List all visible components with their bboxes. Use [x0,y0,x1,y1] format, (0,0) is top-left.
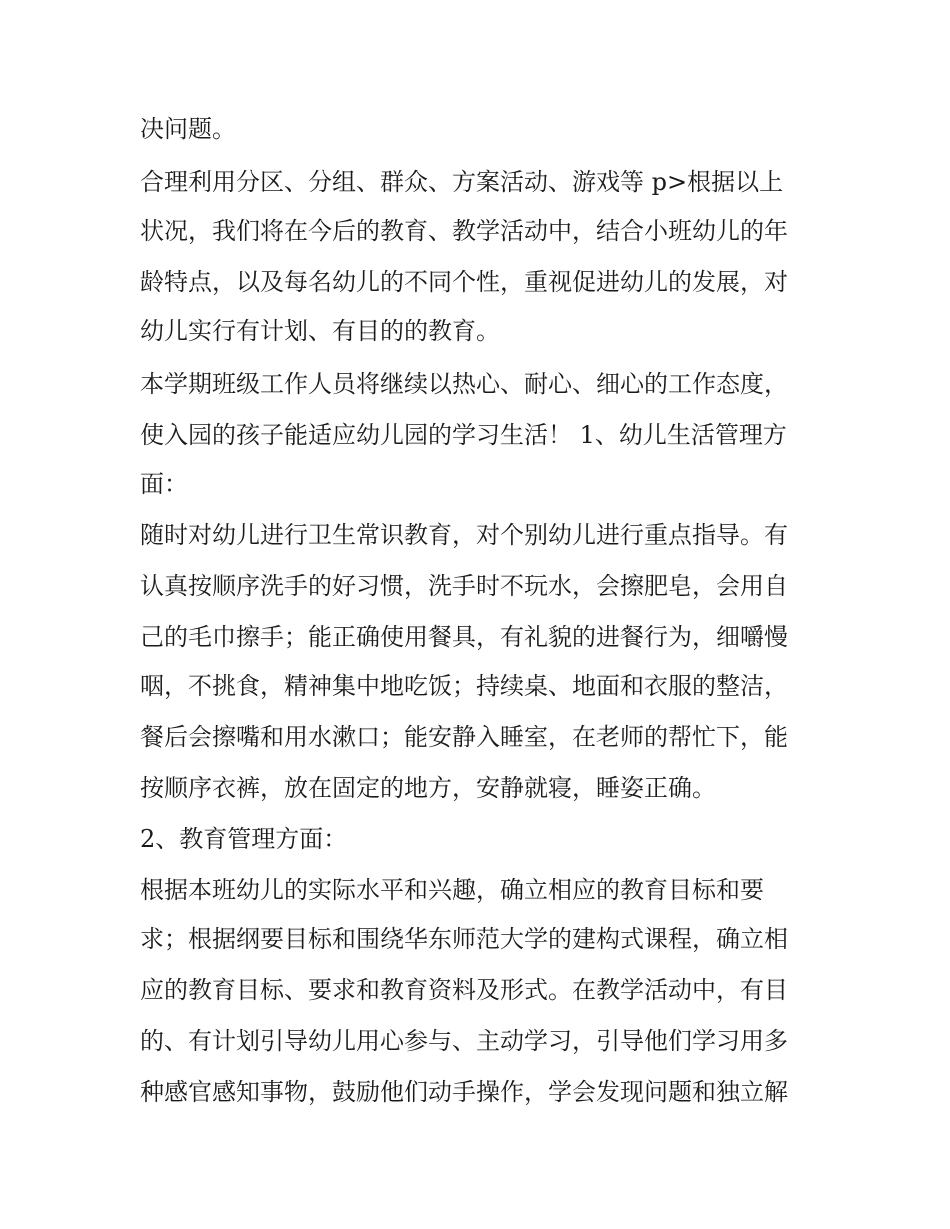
text-line: 龄特点，以及每名幼儿的不同个性，重视促进幼儿的发展，对 [140,268,788,296]
text-line: 幼儿实行有计划、有目的的教育。 [140,317,500,345]
text-line: 根据本班幼儿的实际水平和兴趣，确立相应的教育目标和要 [140,876,764,904]
text-line: 使入园的孩子能适应幼儿园的学习生活！ 1、幼儿生活管理方 [140,421,787,449]
text-line: 本学期班级工作人员将继续以热心、耐心、细心的工作态度， [140,370,788,398]
text-line: 餐后会擦嘴和用水漱口；能安静入睡室，在老师的帮忙下，能 [140,723,788,751]
text-line: 认真按顺序洗手的好习惯，洗手时不玩水，会擦肥皂，会用自 [140,572,788,600]
text-line: 应的教育目标、要求和教育资料及形式。在教学活动中，有目 [140,976,788,1004]
text-line: 的、有计划引导幼儿用心参与、主动学习，引导他们学习用多 [140,1027,788,1055]
text-line: 按顺序衣裤，放在固定的地方，安静就寝，睡姿正确。 [140,774,716,802]
text-line: 面： [140,470,188,498]
text-line: 2、教育管理方面： [140,825,348,853]
text-line: 咽，不挑食，精神集中地吃饭；持续桌、地面和衣服的整洁， [140,672,788,700]
text-line: 决问题。 [140,115,236,143]
text-line: 己的毛巾擦手；能正确使用餐具，有礼貌的进餐行为，细嚼慢 [140,623,788,651]
text-line: 状况，我们将在今后的教育、教学活动中，结合小班幼儿的年 [140,217,788,245]
text-line: 随时对幼儿进行卫生常识教育，对个别幼儿进行重点指导。有 [140,521,788,549]
text-line: 合理利用分区、分组、群众、方案活动、游戏等 p>根据以上 [140,168,784,196]
text-line: 求；根据纲要目标和围绕华东师范大学的建构式课程，确立相 [140,925,788,953]
text-line: 种感官感知事物，鼓励他们动手操作，学会发现问题和独立解 [140,1078,788,1106]
